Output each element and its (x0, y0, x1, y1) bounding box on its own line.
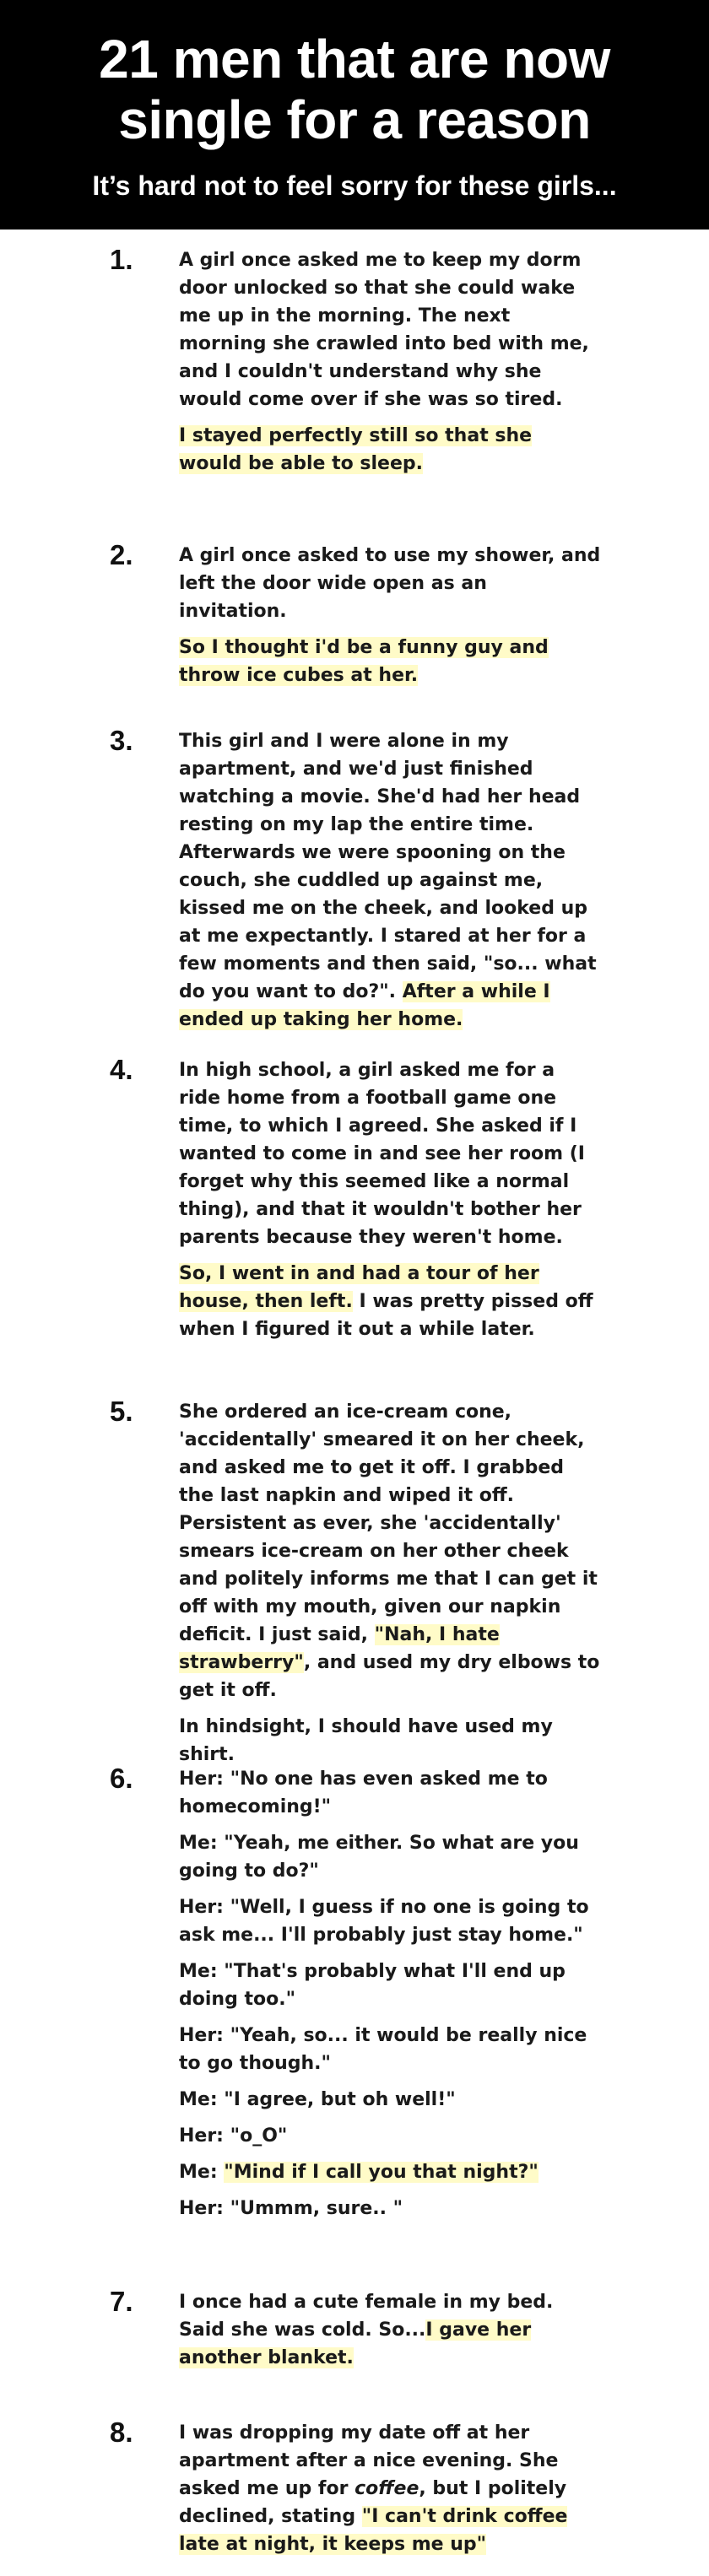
highlighted-text: I gave her another blanket. (179, 2319, 532, 2368)
story-paragraph (179, 2195, 601, 2222)
story-number: 3. (110, 725, 133, 756)
story-text: Me: (179, 2162, 225, 2183)
story-paragraph (179, 2022, 601, 2077)
page-title: 21 men that are now single for a reason (99, 29, 610, 150)
story-paragraph (179, 2086, 601, 2114)
story-number: 8. (110, 2417, 133, 2448)
highlighted-text: "Nah, I hate strawberry" (179, 1624, 500, 1673)
story-paragraph (179, 727, 601, 1034)
highlighted-text: "Mind if I call you that night?" (224, 2162, 539, 2183)
story-text: In hindsight, I should have used my shirt. (179, 1716, 553, 1765)
story-text: Her: "Well, I guess if no one is going to ask me... I'll probably just stay home." (179, 1897, 589, 1946)
story-body (179, 2419, 601, 2567)
story-number: 7. (110, 2286, 133, 2317)
story-paragraph (179, 246, 601, 413)
story-paragraph (179, 1893, 601, 1949)
story-paragraph (179, 1829, 601, 1885)
story-number: 2. (110, 539, 133, 570)
story-paragraph (179, 1260, 601, 1343)
story-text: Her: "Ummm, sure.. " (179, 2198, 403, 2219)
story-paragraph (179, 542, 601, 625)
story-text: Me: "That's probably what I'll end up doing too." (179, 1961, 566, 2010)
story-body (179, 1398, 601, 1777)
story-text: A girl once asked to use my shower, and left the door wide open as an invitation. (179, 545, 601, 622)
story-text: , and used my dry elbows to get it off. (179, 1652, 600, 1701)
story-text: I was dropping my date off at her apartment after a nice evening. She asked me up for (179, 2422, 559, 2499)
story-text: Her: "Yeah, so... it would be really nice to go though." (179, 2025, 587, 2074)
story-paragraph (179, 1958, 601, 2013)
story-number: 5. (110, 1396, 133, 1427)
story-text: She ordered an ice-cream cone, 'accidentally' smeared it on her cheek, and asked me to get it off. I grabbed the last napkin and wiped it off. Persistent as ever, she 'accidentally' smears ice-cream on her other cheek and politely informs me that I can get it off with my mouth, given our napkin deficit. I just said, (179, 1401, 598, 1645)
highlighted-text: "I can't drink coffee late at night, it keeps me up" (179, 2506, 568, 2555)
header-banner (0, 0, 709, 230)
story-paragraph (179, 1713, 601, 1769)
story-text: Her: "o_O" (179, 2125, 288, 2147)
story-body (179, 542, 601, 698)
story-paragraph (179, 2288, 601, 2372)
story-text: In high school, a girl asked me for a ride home from a football game one time, to which I agreed. She asked if I wanted to come in and see her room (I forget why this seemed like a normal thing), and that it wouldn't bother her parents because they weren't home. (179, 1060, 585, 1248)
story-body (179, 1765, 601, 2231)
story-paragraph (179, 1398, 601, 1704)
story-text: I once had a cute female in my bed. Said she was cold. So... (179, 2292, 554, 2341)
story-text: This girl and I were alone in my apartment, and we'd just finished watching a movie. She'd had her head resting on my lap the entire time. Afterwards we were spooning on the couch, she cuddled up against me, kissed me on the cheek, and looked up at me expectantly. I stared at her for a few moments and then said, "so... what do you want to do?". (179, 731, 597, 1002)
highlighted-text: I stayed perfectly still so that she would be able to sleep. (179, 425, 533, 474)
story-text: I was pretty pissed off when I figured it out a while later. (179, 1291, 593, 1340)
story-text: A girl once asked me to keep my dorm door unlocked so that she could wake me up in the morning. The next morning she crawled into bed with me, and I couldn't understand why she would come over if she was so tired. (179, 250, 589, 410)
story-number: 1. (110, 244, 133, 275)
story-paragraph (179, 422, 601, 478)
story-body (179, 727, 601, 1042)
highlighted-text: So I thought i'd be a funny guy and throw ice cubes at her. (179, 637, 549, 686)
story-paragraph (179, 2419, 601, 2558)
story-paragraph (179, 2122, 601, 2150)
highlighted-text: So, I went in and had a tour of her house, then left. (179, 1263, 539, 1312)
story-paragraph (179, 2158, 601, 2186)
story-number: 6. (110, 1763, 133, 1794)
story-number: 4. (110, 1054, 133, 1085)
story-paragraph (179, 1765, 601, 1821)
story-text: Me: "I agree, but oh well!" (179, 2089, 456, 2110)
highlighted-text: After a while I ended up taking her home. (179, 981, 550, 1030)
story-text: , but I politely declined, stating (179, 2478, 567, 2527)
story-paragraph (179, 634, 601, 689)
story-body (179, 246, 601, 486)
story-body (179, 2288, 601, 2380)
story-text: Her: "No one has even asked me to homecoming!" (179, 1769, 548, 1817)
page-subtitle: It’s hard not to feel sorry for these girls... (92, 170, 617, 201)
story-text: Me: "Yeah, me either. So what are you going to do?" (179, 1833, 579, 1882)
story-text: coffee (354, 2478, 419, 2499)
story-body (179, 1056, 601, 1352)
story-paragraph (179, 1056, 601, 1251)
